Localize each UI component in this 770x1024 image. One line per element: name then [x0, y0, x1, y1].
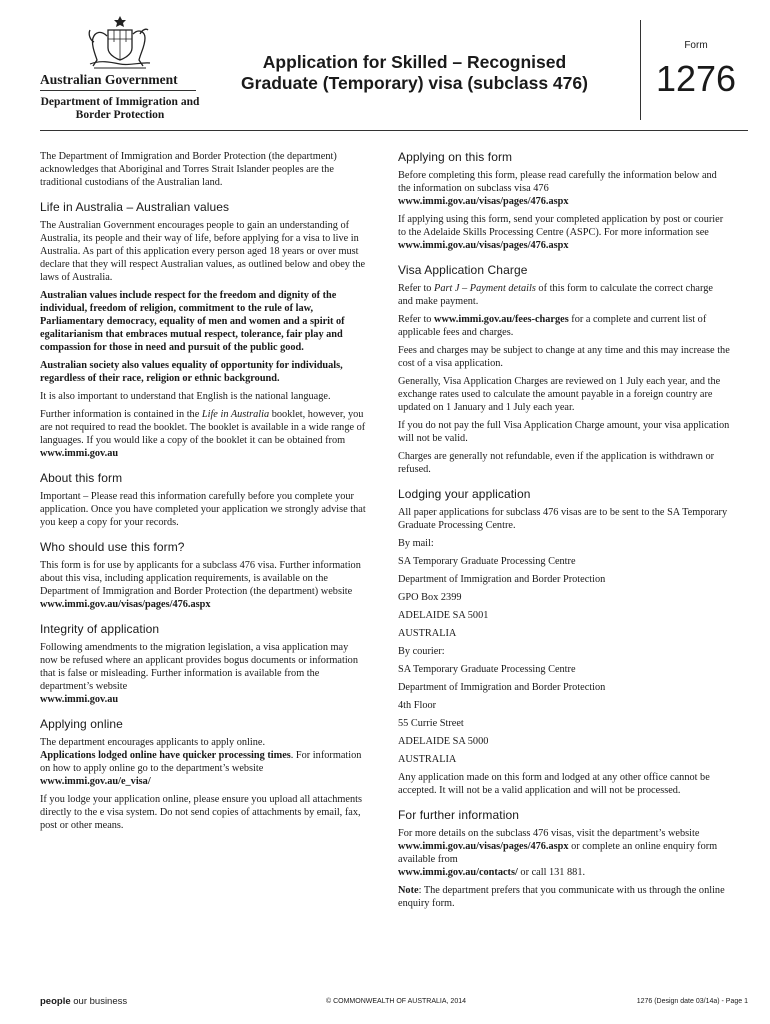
by-mail-label: By mail:	[398, 538, 434, 549]
fees-link-text: Refer to www.immi.gov.au/fees-charges for a complete and current list of applicable fees and charges.	[398, 314, 707, 338]
australian-values-text: Australian values include respect for the freedom and dignity of the individual, freedom of religion, commitment to the rule of law, Parliamentary democracy, equality of men and women and a spirit of egalitarianism that embraces mutual respect, tolerance, fair play and compassion for those in need and pursuit of the public good.	[40, 290, 345, 353]
page-header	[0, 0, 770, 135]
copyright-text: © COMMONWEALTH OF AUSTRALIA, 2014	[326, 998, 466, 1005]
english-text: It is also important to understand that English is the national language.	[40, 391, 331, 402]
lodging-text: All paper applications for subclass 476 visas are to be sent to the SA Temporary Graduate Processing Centre.	[398, 507, 728, 531]
applying-on-form-text: Before completing this form, please read carefully the information below and the information on subclass visa 476 www.immi.gov.au/visas/pages/476.aspx	[398, 170, 717, 207]
aspc-text: If applying using this form, send your completed application by post or courier to the Adelaide Skills Processing Centre (ASPC). For more information see www.immi.gov.au/visas/pages/476.aspx	[398, 214, 724, 251]
visa-charge-heading: Visa Application Charge	[398, 263, 528, 277]
full-charge-text: If you do not pay the full Visa Application Charge amount, your visa application will not be valid.	[398, 420, 730, 444]
applying-on-form-heading: Applying on this form	[398, 150, 513, 164]
mail-address-line: Department of Immigration and Border Protection	[398, 574, 606, 585]
visa-476-link-3[interactable]: www.immi.gov.au/visas/pages/476.aspx	[398, 240, 569, 251]
life-paragraph: The Australian Government encourages people to gain an understanding of Australia, its people and their way of life, before applying for a visa to live in Australia. As part of this application every person aged 18 years or over must declare that they will respect Australian values, as outlined below and obey the laws of Australia.	[40, 220, 366, 283]
other-office-text: Any application made on this form and lodged at any other office cannot be accepted. It will not be a valid application and will not be processed.	[398, 772, 710, 796]
form-number: 1276	[655, 58, 737, 99]
form-title: Application for Skilled – Recognised Graduate (Temporary) visa (subclass 476)	[241, 52, 588, 93]
courier-address-line: Department of Immigration and Border Protection	[398, 682, 606, 693]
courier-address-line: ADELAIDE SA 5000	[398, 736, 489, 747]
courier-address-line: AUSTRALIA	[398, 754, 457, 765]
department-name: Department of Immigration and Border Protection	[40, 96, 200, 121]
left-column	[40, 150, 368, 837]
courier-address-line: SA Temporary Graduate Processing Centre	[398, 664, 576, 675]
header-divider	[40, 90, 196, 91]
acknowledgement-text: The Department of Immigration and Border Protection (the department) acknowledges that Aboriginal and Torres Strait Islander peoples are the traditional custodians of the Australian land.	[40, 151, 337, 188]
note-text: Note: The department prefers that you communicate with us through the online enquiry form.	[398, 885, 725, 909]
integrity-heading: Integrity of application	[40, 622, 160, 636]
right-column	[398, 150, 730, 915]
applying-online-heading: Applying online	[40, 717, 123, 731]
fees-change-text: Fees and charges may be subject to change at any time and this may increase the cost of a visa application.	[398, 345, 730, 369]
evisa-link[interactable]: www.immi.gov.au/e_visa/	[40, 776, 151, 787]
coat-of-arms-icon	[80, 12, 160, 74]
integrity-text: Following amendments to the migration legislation, a visa application may now be refused where an applicant provides bogus documents or information that is false or misleading. Further information is available from the department’s website www.immi.gov.au	[40, 642, 358, 705]
about-form-heading: About this form	[40, 471, 123, 485]
contacts-link[interactable]: www.immi.gov.au/contacts/	[398, 867, 518, 878]
booklet-paragraph: Further information is contained in the Life in Australia booklet, however, you are not required to read the booklet. The booklet is available in a wide range of languages. If you would like a copy of the booklet it can be obtained from www.immi.gov.au	[40, 409, 366, 459]
mail-address-line: AUSTRALIA	[398, 628, 457, 639]
header-rule	[40, 130, 748, 131]
lodging-heading: Lodging your application	[398, 487, 531, 501]
visa-476-link[interactable]: www.immi.gov.au/visas/pages/476.aspx	[40, 599, 211, 610]
fees-charges-link[interactable]: www.immi.gov.au/fees-charges	[434, 314, 569, 325]
payment-details-text: Refer to Part J – Payment details of this form to calculate the correct charge and make payment.	[398, 283, 713, 307]
who-should-use-text: This form is for use by applicants for a subclass 476 visa. Further information about this visa, including application requirements, is available on the Department of Immigration and Border Protection (the department) website www.immi.gov.au/visas/pages/476.aspx	[40, 560, 361, 610]
immi-link-2[interactable]: www.immi.gov.au	[40, 694, 119, 705]
visa-476-link-4[interactable]: www.immi.gov.au/visas/pages/476.aspx	[398, 841, 569, 852]
life-in-australia-heading: Life in Australia – Australian values	[40, 200, 230, 214]
charges-review-text: Generally, Visa Application Charges are reviewed on 1 July each year, and the exchange rates used to calculate the amount payable in a foreign country are updated on 1 January and 1 July each year.	[398, 376, 721, 413]
mail-address-line: SA Temporary Graduate Processing Centre	[398, 556, 576, 567]
mail-address-line: GPO Box 2399	[398, 592, 462, 603]
courier-address-line: 4th Floor	[398, 700, 437, 711]
page-footer	[40, 996, 748, 1014]
equality-text: Australian society also values equality of opportunity for individuals, regardless of their race, religion or ethnic background.	[40, 360, 343, 384]
government-name: Australian Government	[40, 72, 178, 87]
form-number-box	[640, 20, 751, 120]
refund-text: Charges are generally not refundable, even if the application is withdrawn or refused.	[398, 451, 715, 475]
by-courier-label: By courier:	[398, 646, 445, 657]
applying-online-text: The department encourages applicants to apply online. Applications lodged online have quicker processing times. For information on how to apply online go to the department’s website www.immi.gov.au/e_visa/	[40, 737, 362, 787]
who-should-use-heading: Who should use this form?	[40, 540, 185, 554]
immi-link[interactable]: www.immi.gov.au	[40, 448, 119, 459]
visa-476-link-2[interactable]: www.immi.gov.au/visas/pages/476.aspx	[398, 196, 569, 207]
booklet-title: Life in Australia	[201, 409, 270, 420]
attachments-text: If you lodge your application online, please ensure you upload all attachments directly to the e visa system. Do not send copies of attachments by email, fax, post or other means.	[40, 794, 362, 831]
further-info-text: For more details on the subclass 476 visas, visit the department’s website www.immi.gov.au/visas/pages/476.aspx or complete an online enquiry form available from www.immi.gov.au/contacts/ or call 131 881.	[398, 828, 718, 878]
form-label: Form	[684, 40, 708, 51]
mail-address-line: ADELAIDE SA 5001	[398, 610, 489, 621]
footer-brand: people our business	[40, 996, 128, 1007]
courier-address-line: 55 Currie Street	[398, 718, 464, 729]
about-form-text: Important – Please read this information carefully before you complete your application. Once you have completed your application we strongly advise that you keep a copy for your records.	[40, 491, 366, 528]
further-info-heading: For further information	[398, 808, 520, 822]
page-number: 1276 (Design date 03/14a) - Page 1	[636, 998, 748, 1005]
